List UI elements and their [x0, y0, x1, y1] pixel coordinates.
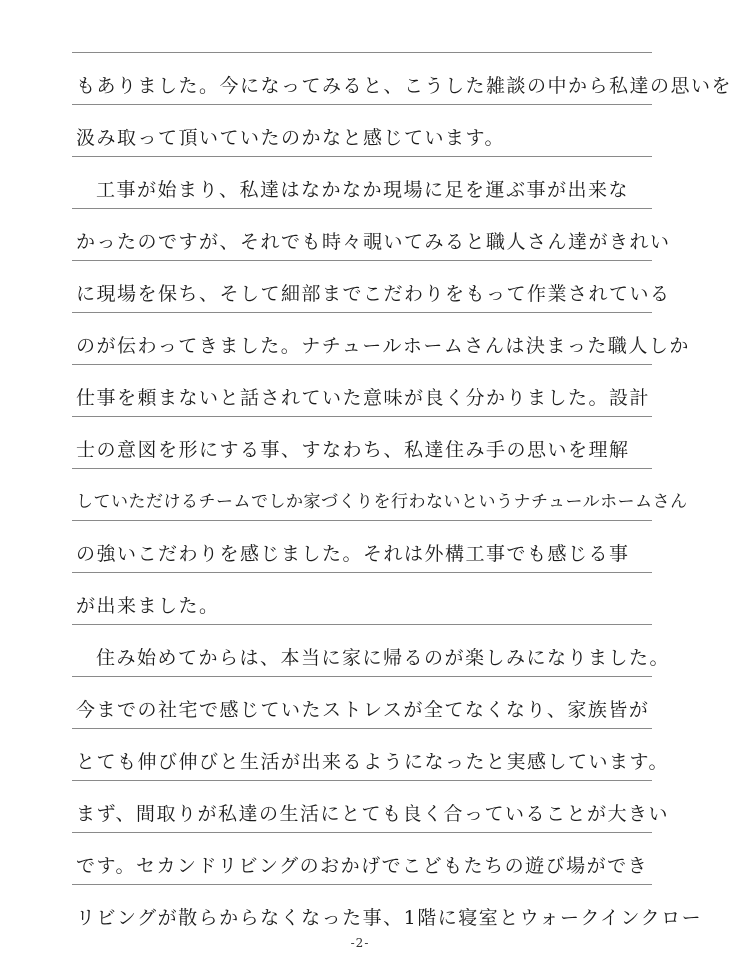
ruled-line — [72, 416, 652, 417]
text-line: もありました。今になってみると、こうした雑談の中から私達の思いを — [76, 75, 732, 97]
text-line: まず、間取りが私達の生活にとても良く合っていることが大きい — [76, 803, 669, 825]
ruled-line — [72, 156, 652, 157]
ruled-line — [72, 780, 652, 781]
text-line: リビングが散らからなくなった事、1階に寝室とウォークインクロー — [76, 907, 703, 929]
ruled-line — [72, 572, 652, 573]
text-line: です。セカンドリビングのおかげでこどもたちの遊び場ができ — [76, 855, 649, 877]
ruled-line — [72, 208, 652, 209]
ruled-line — [72, 728, 652, 729]
ruled-line — [72, 676, 652, 677]
text-line: 仕事を頼まないと話されていた意味が良く分かりました。設計 — [76, 387, 651, 409]
text-line: 今までの社宅で感じていたストレスが全てなくなり、家族皆が — [76, 699, 650, 721]
text-line: していただけるチームでしか家づくりを行わないというナチュールホームさん — [76, 492, 688, 512]
text-line: のが伝わってきました。ナチュールホームさんは決まった職人しか — [76, 335, 690, 357]
text-line: 住み始めてからは、本当に家に帰るのが楽しみになりました。 — [96, 647, 671, 669]
ruled-line — [72, 884, 652, 885]
ruled-line — [72, 104, 652, 105]
ruled-line — [72, 52, 652, 53]
text-line: 工事が始まり、私達はなかなか現場に足を運ぶ事が出来な — [96, 179, 630, 201]
ruled-line — [72, 832, 652, 833]
text-line: の強いこだわりを感じました。それは外構工事でも感じる事 — [76, 543, 630, 565]
page-number: -2- — [350, 936, 370, 950]
ruled-line — [72, 468, 652, 469]
ruled-line — [72, 624, 652, 625]
text-line: に現場を保ち、そして細部までこだわりをもって作業されている — [76, 283, 671, 305]
text-line: とても伸び伸びと生活が出来るようになったと実感しています。 — [76, 751, 669, 773]
ruled-line — [72, 520, 652, 521]
text-line: 士の意図を形にする事、すなわち、私達住み手の思いを理解 — [76, 439, 630, 461]
text-line: かったのですが、それでも時々覗いてみると職人さん達がきれい — [76, 231, 671, 253]
text-line: 汲み取って頂いていたのかなと感じています。 — [76, 127, 505, 149]
text-line: が出来ました。 — [76, 595, 220, 617]
ruled-line — [72, 260, 652, 261]
ruled-line — [72, 312, 652, 313]
ruled-line — [72, 364, 652, 365]
